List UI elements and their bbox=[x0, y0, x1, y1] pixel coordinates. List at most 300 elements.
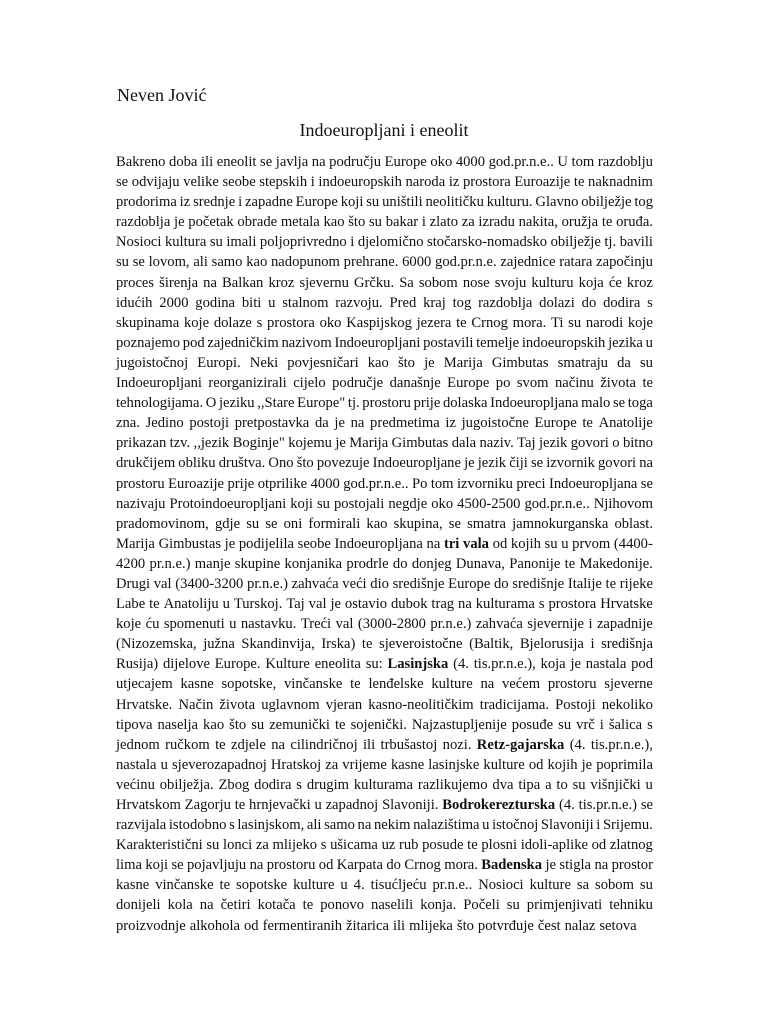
word: ručkom bbox=[165, 736, 210, 753]
word: u bbox=[645, 334, 653, 351]
word: uglavnom bbox=[261, 696, 320, 713]
word: Labe bbox=[116, 596, 146, 613]
word: jugoistočnoj bbox=[116, 354, 189, 371]
word: obilježje bbox=[581, 194, 632, 211]
word: Način bbox=[178, 696, 214, 713]
word: se bbox=[448, 515, 461, 532]
word: eneolita bbox=[314, 656, 361, 673]
word: Marija bbox=[116, 535, 155, 552]
word: se bbox=[640, 475, 653, 492]
word: te bbox=[234, 797, 246, 813]
word: tog bbox=[452, 294, 472, 311]
word: bakar bbox=[385, 214, 419, 231]
word: na bbox=[426, 535, 441, 552]
word: zapadne bbox=[245, 194, 293, 211]
word: je bbox=[335, 435, 346, 452]
word: središnje bbox=[512, 575, 565, 592]
word: god.pr.n.e.. bbox=[524, 495, 590, 512]
word: te bbox=[601, 214, 613, 231]
word: koji bbox=[290, 495, 313, 512]
word: Anatolije bbox=[598, 415, 653, 432]
word: Europi. bbox=[197, 354, 241, 371]
body-line bbox=[116, 875, 653, 895]
word: jednom bbox=[116, 736, 160, 753]
word: u bbox=[482, 817, 490, 834]
word: u bbox=[268, 294, 276, 311]
word: Grčku. bbox=[353, 274, 395, 291]
word: koje bbox=[116, 616, 142, 633]
word: s bbox=[647, 294, 653, 311]
word: Hrvatske. bbox=[116, 696, 173, 713]
word: stalnom bbox=[282, 294, 329, 311]
word: rijeke bbox=[619, 575, 653, 592]
word: prostora bbox=[548, 596, 597, 613]
document-body bbox=[116, 152, 653, 936]
word: kulture bbox=[293, 877, 335, 894]
word: šalica bbox=[608, 716, 643, 733]
body-line bbox=[116, 514, 653, 534]
word: u bbox=[160, 756, 168, 773]
word: Gimbutas bbox=[491, 354, 549, 371]
word: stočarsko-nomadsko bbox=[427, 234, 548, 251]
word: formirali bbox=[308, 515, 361, 532]
body-line bbox=[116, 433, 653, 453]
word: prostora bbox=[267, 314, 315, 331]
word: Drugi bbox=[116, 575, 151, 592]
word: Po bbox=[411, 475, 428, 492]
word: sopotske, bbox=[221, 676, 277, 693]
body-line bbox=[116, 855, 653, 875]
word: iz bbox=[179, 194, 191, 211]
word: god.pr.n.e. bbox=[435, 254, 497, 271]
word: negdje bbox=[388, 495, 428, 512]
word: drugim bbox=[306, 776, 349, 793]
body-line bbox=[116, 474, 653, 494]
word: nastala bbox=[585, 656, 627, 673]
word: su bbox=[640, 354, 653, 371]
word: nazivom bbox=[281, 334, 332, 351]
word: Slavoniji bbox=[540, 817, 594, 834]
body-line bbox=[116, 353, 653, 373]
word: preci bbox=[516, 475, 546, 492]
word: izradu bbox=[478, 214, 515, 231]
word: tradicijama. bbox=[479, 696, 550, 713]
word: god.pr.n.e.. bbox=[343, 475, 409, 492]
word: uništili bbox=[382, 194, 423, 211]
body-line bbox=[116, 795, 653, 815]
word: je bbox=[224, 535, 236, 552]
body-line bbox=[116, 453, 653, 473]
word: na bbox=[271, 736, 285, 753]
word: podijelila bbox=[238, 535, 294, 552]
word: da bbox=[617, 354, 631, 371]
word: se bbox=[640, 797, 653, 813]
word: kao bbox=[246, 254, 268, 271]
word: 4. bbox=[353, 877, 365, 894]
word: za bbox=[461, 214, 475, 231]
word: su bbox=[558, 716, 572, 733]
word: kulture bbox=[483, 756, 525, 773]
word: Kulture bbox=[265, 656, 310, 673]
word: ću bbox=[145, 616, 160, 633]
word: vrč bbox=[576, 716, 595, 733]
word: ponovo bbox=[320, 897, 365, 914]
word: pojavljuju bbox=[187, 857, 247, 874]
word: od bbox=[318, 857, 334, 874]
word: tehnologijama. bbox=[116, 395, 204, 412]
word: Srijemu. bbox=[602, 817, 653, 834]
word: na bbox=[199, 897, 214, 914]
word: kao bbox=[366, 515, 388, 532]
word: pod bbox=[182, 334, 205, 351]
word: Crnog bbox=[404, 857, 441, 874]
body-line bbox=[116, 895, 653, 915]
word: prodorima bbox=[116, 194, 177, 211]
word: društva. bbox=[218, 455, 266, 472]
word: ali bbox=[193, 254, 208, 271]
word: povezuje bbox=[316, 455, 370, 472]
document-author: Neven Jović bbox=[117, 85, 207, 105]
document-title: Indoeuropljani i eneolit bbox=[299, 120, 469, 140]
word: je bbox=[330, 596, 341, 613]
word: zemunički bbox=[269, 716, 330, 733]
body-line bbox=[116, 815, 653, 835]
word: (4. bbox=[559, 797, 575, 813]
word: zdjele bbox=[231, 736, 266, 753]
word: bavili bbox=[619, 234, 653, 251]
word: poznajemo bbox=[116, 334, 181, 351]
word: Europe. bbox=[214, 656, 261, 673]
word: kasne bbox=[180, 676, 214, 693]
word: govori bbox=[598, 455, 637, 472]
word: nekim bbox=[373, 817, 411, 834]
word: Nosioci bbox=[478, 877, 524, 894]
word: veći bbox=[342, 575, 367, 592]
word: Anatoliju bbox=[163, 596, 219, 613]
word: posuđe bbox=[511, 716, 554, 733]
word: kraj bbox=[423, 294, 446, 311]
word: Marija bbox=[443, 354, 483, 371]
word: dio bbox=[370, 575, 389, 592]
word: tom bbox=[571, 154, 595, 170]
word: se bbox=[530, 455, 544, 472]
word: oruđa. bbox=[616, 214, 653, 231]
word: Dunava, bbox=[455, 555, 505, 572]
word: u bbox=[314, 797, 322, 813]
word: indoeuropskih bbox=[318, 174, 402, 191]
word: većem bbox=[501, 676, 541, 693]
word: današnje bbox=[389, 375, 441, 392]
word: kulture bbox=[431, 676, 473, 693]
word: su bbox=[251, 716, 265, 733]
word: što bbox=[456, 917, 474, 934]
body-line bbox=[116, 232, 653, 252]
word: jamnokurganska bbox=[512, 515, 609, 532]
word: na bbox=[249, 857, 264, 874]
word: prostora bbox=[462, 174, 511, 191]
word: indoeuropskih bbox=[521, 334, 606, 351]
word: svoju bbox=[494, 274, 527, 291]
word: na bbox=[357, 817, 372, 834]
word: Hrvatske bbox=[600, 596, 653, 613]
body-line bbox=[116, 273, 653, 293]
word: s bbox=[538, 596, 545, 613]
bold-term: tri bbox=[443, 535, 460, 552]
word: Počeli bbox=[463, 897, 500, 914]
word: kojih bbox=[510, 535, 541, 552]
word: nastavku. bbox=[240, 616, 297, 633]
word: su bbox=[572, 776, 586, 793]
word: oko bbox=[430, 154, 453, 170]
word: pr.n.e.. bbox=[432, 877, 473, 894]
word: jezera bbox=[416, 314, 452, 331]
word: oblast. bbox=[614, 515, 653, 532]
word: do bbox=[392, 555, 408, 572]
word: poljoprivredno bbox=[259, 234, 347, 251]
word: su bbox=[246, 515, 260, 532]
word: naselja bbox=[157, 716, 199, 733]
word: skupinama bbox=[116, 314, 180, 331]
word: četiri bbox=[220, 897, 251, 914]
word: sjeveroistočne bbox=[379, 636, 463, 653]
word: su bbox=[366, 194, 380, 211]
word: te bbox=[642, 375, 653, 392]
word: Pred bbox=[389, 294, 417, 311]
word: ,,Stare bbox=[257, 395, 295, 412]
word: dubok bbox=[391, 596, 428, 613]
word: nazivaju bbox=[116, 495, 166, 512]
word: ali bbox=[306, 817, 322, 834]
body-line bbox=[116, 614, 653, 634]
word: imali bbox=[226, 234, 257, 251]
word: sjeverne bbox=[604, 676, 653, 693]
word: središnje bbox=[392, 575, 445, 592]
word: je bbox=[464, 455, 475, 472]
word: na bbox=[311, 154, 326, 170]
word: je bbox=[581, 756, 593, 773]
word: kotača bbox=[257, 897, 296, 914]
word: kroz bbox=[626, 274, 653, 291]
word: razdoblja bbox=[478, 294, 533, 311]
word: do bbox=[386, 857, 401, 874]
word: dijelove bbox=[162, 656, 210, 673]
word: 4200 bbox=[116, 555, 146, 572]
word: se bbox=[171, 857, 184, 874]
word: tj. bbox=[347, 395, 360, 412]
word: dodira bbox=[603, 294, 641, 311]
word: te bbox=[219, 877, 231, 894]
word: posude bbox=[422, 837, 464, 854]
word: Marija bbox=[349, 435, 389, 452]
word: su bbox=[639, 877, 653, 894]
word: prostoru bbox=[266, 857, 316, 874]
word: s bbox=[320, 837, 327, 854]
word: (4. bbox=[453, 656, 469, 673]
body-line bbox=[116, 373, 653, 393]
word: koje bbox=[627, 314, 653, 331]
word: nose bbox=[462, 274, 490, 291]
word: govori bbox=[570, 435, 609, 452]
word: što bbox=[229, 716, 247, 733]
word: rub bbox=[399, 837, 419, 854]
word: jezik bbox=[538, 435, 568, 452]
word: skupine bbox=[234, 555, 281, 572]
body-line bbox=[116, 916, 653, 936]
word: za bbox=[325, 756, 339, 773]
bold-term: vala bbox=[463, 535, 489, 552]
word: prostor bbox=[611, 857, 653, 874]
word: skupina, bbox=[393, 515, 443, 532]
word: Njihovom bbox=[593, 495, 653, 512]
word: proizvodnje bbox=[116, 917, 186, 934]
word: Neki bbox=[249, 354, 279, 371]
word: i bbox=[590, 636, 595, 653]
word: Turskoj. bbox=[233, 596, 283, 613]
body-line bbox=[116, 212, 653, 232]
word: izvorniku bbox=[456, 475, 513, 492]
word: Panonije bbox=[509, 555, 561, 572]
word: do bbox=[581, 294, 597, 311]
word: (4400- bbox=[613, 535, 653, 552]
word: drukčijem bbox=[116, 455, 176, 472]
body-line bbox=[116, 574, 653, 594]
word: naknadnim bbox=[588, 174, 653, 191]
word: žitarica bbox=[346, 917, 389, 934]
word: na bbox=[480, 676, 495, 693]
word: Sa bbox=[399, 274, 414, 291]
word: Indoeuropljane bbox=[372, 455, 461, 472]
word: području bbox=[329, 154, 382, 170]
word: te bbox=[302, 897, 314, 914]
word: lonci bbox=[223, 837, 253, 854]
word: Slavoniji. bbox=[382, 797, 439, 813]
word: kola bbox=[167, 897, 193, 914]
word: obilježja. bbox=[159, 776, 214, 793]
word: kojih bbox=[547, 756, 578, 773]
word: do bbox=[494, 575, 509, 592]
word: tipa bbox=[518, 776, 541, 793]
word: čiji bbox=[509, 455, 528, 472]
word: te bbox=[215, 736, 226, 753]
word: je bbox=[545, 857, 557, 874]
word: od bbox=[243, 917, 259, 934]
word: se bbox=[132, 254, 145, 271]
body-line bbox=[116, 413, 653, 433]
word: utjecajem bbox=[116, 676, 173, 693]
word: razdoblja bbox=[116, 214, 171, 231]
word: su bbox=[116, 254, 129, 271]
word: naziv. bbox=[479, 435, 514, 452]
word: kulturama bbox=[353, 776, 414, 793]
word: (3400-3200 bbox=[175, 575, 244, 592]
word: sjeverozapadnoj bbox=[171, 756, 267, 773]
word: kulturama bbox=[475, 596, 535, 613]
word: Gimbutas bbox=[391, 435, 449, 452]
word: sjevernu bbox=[299, 274, 349, 291]
body-line bbox=[116, 534, 653, 554]
word: metala bbox=[280, 214, 320, 231]
word: sjevernije bbox=[527, 616, 584, 633]
word: a bbox=[545, 776, 552, 793]
word: i bbox=[588, 616, 593, 633]
word: od bbox=[528, 756, 544, 773]
word: po bbox=[495, 375, 511, 392]
word: tj. bbox=[604, 234, 617, 251]
word: pradomovinom, bbox=[116, 515, 209, 532]
word: trbušastoj bbox=[380, 736, 438, 753]
word: iz bbox=[448, 174, 460, 191]
word: temelje bbox=[476, 334, 520, 351]
word: su bbox=[568, 314, 582, 331]
word: vinčanske bbox=[284, 676, 343, 693]
word: malo bbox=[581, 395, 611, 412]
word: razlikujemo bbox=[417, 776, 488, 793]
word: što bbox=[348, 214, 366, 231]
word: prije bbox=[413, 395, 441, 412]
word: Skandinvija, bbox=[241, 636, 315, 653]
word: te bbox=[582, 415, 593, 432]
word: oko bbox=[319, 314, 342, 331]
word: tog bbox=[634, 194, 653, 211]
word: kojemu bbox=[288, 435, 332, 452]
word: zna. bbox=[116, 415, 140, 432]
word: Euroazije bbox=[168, 475, 225, 492]
word: seobe bbox=[222, 174, 256, 191]
word: dodira bbox=[254, 776, 292, 793]
word: oni bbox=[283, 515, 303, 532]
word: zlatnog bbox=[609, 837, 653, 854]
word: oko bbox=[431, 495, 454, 512]
word: s bbox=[647, 716, 653, 733]
word: zajednice bbox=[500, 254, 556, 271]
word: koji bbox=[340, 194, 364, 211]
word: što bbox=[296, 455, 314, 472]
word: tipova bbox=[116, 716, 153, 733]
word: većinu bbox=[116, 776, 155, 793]
body-line bbox=[116, 715, 653, 735]
word: jezik bbox=[477, 455, 507, 472]
word: prehrane. bbox=[343, 254, 399, 271]
word: obilježje bbox=[550, 234, 601, 251]
word: (Baltik, bbox=[469, 636, 514, 653]
word: s bbox=[229, 817, 235, 834]
word: Protoindoeuropljani bbox=[169, 495, 287, 512]
word: Najzastupljenije bbox=[411, 716, 507, 733]
word: širenja bbox=[159, 274, 199, 291]
word: donijeli bbox=[116, 897, 161, 914]
word: od bbox=[591, 837, 607, 854]
word: južna bbox=[203, 636, 235, 653]
word: dolaze bbox=[213, 314, 252, 331]
word: razdoblju bbox=[597, 154, 653, 170]
word: od bbox=[492, 535, 508, 552]
word: Kaspijskog bbox=[346, 314, 412, 331]
word: je bbox=[424, 354, 435, 371]
word: potvrđuje bbox=[477, 917, 534, 934]
word: života bbox=[219, 696, 256, 713]
word: zlato bbox=[429, 214, 458, 231]
body-line bbox=[116, 313, 653, 333]
word: manje bbox=[194, 555, 231, 572]
word: dva bbox=[492, 776, 514, 793]
word: doba bbox=[169, 154, 198, 170]
word: je bbox=[334, 415, 345, 432]
word: predmetima bbox=[370, 415, 440, 432]
word: u bbox=[340, 877, 348, 894]
word: su bbox=[544, 535, 558, 552]
word: te bbox=[361, 636, 373, 653]
word: se bbox=[612, 395, 626, 412]
